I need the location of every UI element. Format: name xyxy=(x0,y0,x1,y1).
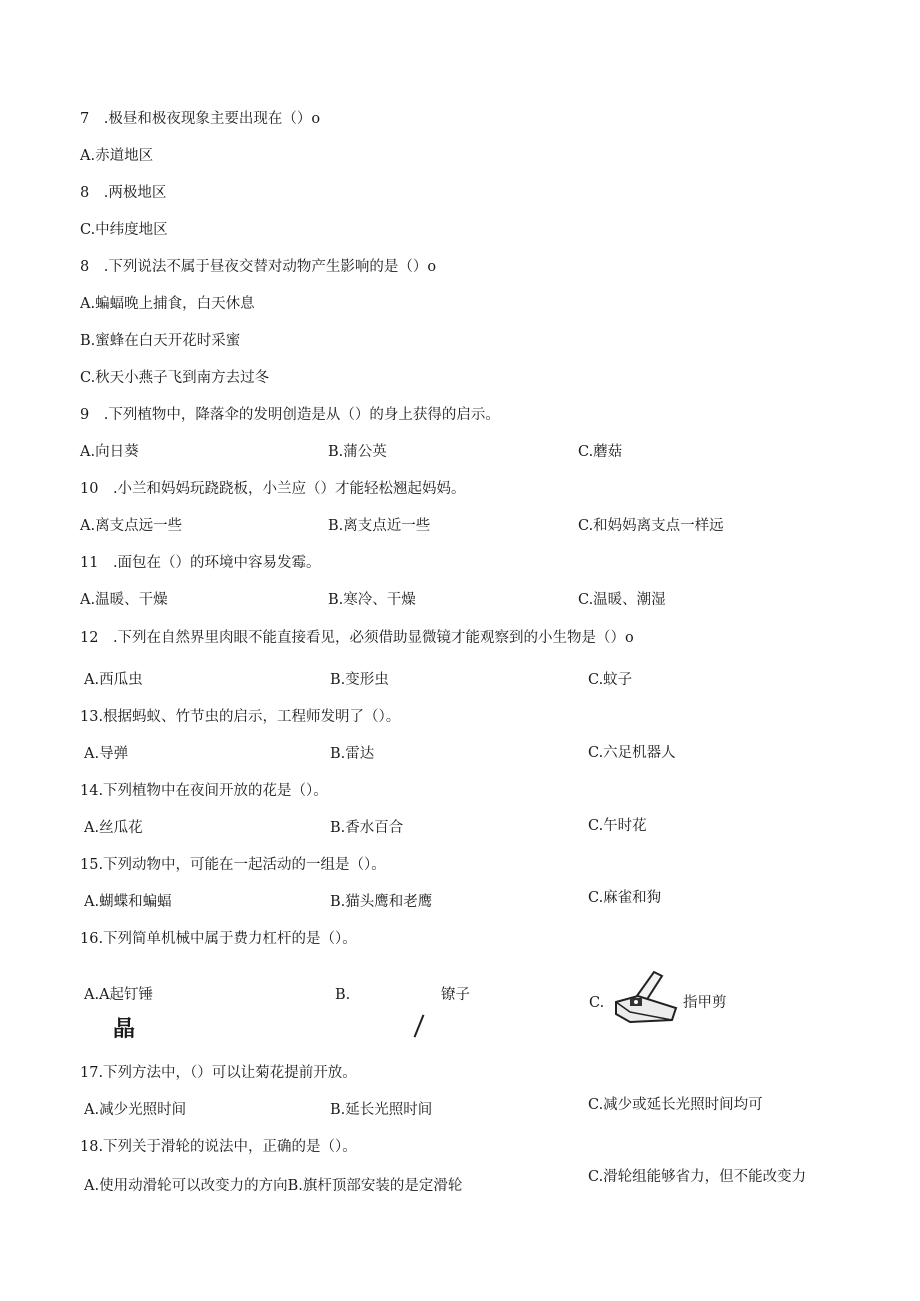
q14-option-a: A.丝瓜花 xyxy=(84,820,143,836)
q7-option-c: C.中纬度地区 xyxy=(80,222,168,238)
q16-stem: 16.下列简单机械中属于费力杠杆的是（）。 xyxy=(80,931,357,947)
q15-option-b: B.猫头鹰和老鹰 xyxy=(330,894,433,910)
q14-option-c: C.午时花 xyxy=(588,818,647,834)
q8-stem: 8 .下列说法不属于昼夜交替对动物产生影响的是（）o xyxy=(80,259,437,275)
q11-option-a: A.温暖、干燥 xyxy=(80,592,168,608)
q15-option-c: C.麻雀和狗 xyxy=(588,890,662,906)
q18-option-c: C.滑轮组能够省力，但不能改变力 xyxy=(588,1169,807,1185)
q12-option-a: A.西瓜虫 xyxy=(84,672,143,688)
q16-option-a: A.A起钉锤 xyxy=(84,987,154,1003)
q10-option-c: C.和妈妈离支点一样远 xyxy=(578,518,724,534)
q10-option-b: B.离支点近一些 xyxy=(328,518,431,534)
q8-option-a: A.蝙蝠晚上捕食，白天休息 xyxy=(80,296,255,312)
q15-stem: 15.下列动物中，可能在一起活动的一组是（）。 xyxy=(80,857,386,873)
q12-option-c: C.蚊子 xyxy=(588,672,633,688)
hammer-glyph: 晶 xyxy=(113,1016,136,1042)
q12-stem: 12 .下列在自然界里肉眼不能直接看见，必须借助显微镜才能观察到的小生物是（）o xyxy=(80,630,634,646)
q17-option-c: C.减少或延长光照时间均可 xyxy=(588,1097,763,1113)
q18-stem: 18.下列关于滑轮的说法中，正确的是（）。 xyxy=(80,1139,357,1155)
q7-option-a: A.赤道地区 xyxy=(80,148,154,164)
q9-stem: 9 .下列植物中，降落伞的发明创造是从（）的身上获得的启示。 xyxy=(80,407,500,423)
q17-stem: 17.下列方法中，（）可以让菊花提前开放。 xyxy=(80,1065,357,1081)
q17-option-b: B.延长光照时间 xyxy=(330,1102,433,1118)
q7-stem: 7 .极昼和极夜现象主要出现在（）o xyxy=(80,111,321,127)
q11-stem: 11 .面包在（）的环境中容易发霉。 xyxy=(80,555,321,571)
q16-option-b: B. xyxy=(335,987,351,1003)
q13-stem: 13.根据蚂蚁、竹节虫的启示，工程师发明了（）。 xyxy=(80,709,401,725)
q13-option-b: B.雷达 xyxy=(330,746,375,762)
q14-option-b: B.香水百合 xyxy=(330,820,404,836)
q15-option-a: A.蝴蝶和蝙蝠 xyxy=(84,894,172,910)
q9-option-a: A.向日葵 xyxy=(80,444,139,460)
q16-option-b-label: 镣子 xyxy=(441,987,470,1003)
q9-option-b: B.蒲公英 xyxy=(328,444,387,460)
q8-option-b: B.蜜蜂在白天开花时采蜜 xyxy=(80,333,241,349)
q18-option-ab: A.使用动滑轮可以改变力的方向B.旗杆顶部安装的是定滑轮 xyxy=(84,1178,463,1194)
q14-stem: 14.下列植物中在夜间开放的花是（）。 xyxy=(80,783,328,799)
q8-option-c: C.秋天小燕子飞到南方去过冬 xyxy=(80,370,270,386)
q11-option-c: C.温暖、潮湿 xyxy=(578,592,666,608)
q13-option-a: A.导弹 xyxy=(84,746,129,762)
q10-stem: 10 .小兰和妈妈玩跷跷板，小兰应（）才能轻松翘起妈妈。 xyxy=(80,481,466,497)
q11-option-b: B.寒冷、干燥 xyxy=(328,592,416,608)
tweezers-icon xyxy=(414,1014,425,1037)
q17-option-a: A.减少光照时间 xyxy=(84,1102,187,1118)
nail-clipper-icon xyxy=(610,966,682,1026)
q7-option-b: 8 .两极地区 xyxy=(80,185,167,201)
q16-option-c-label: 指甲剪 xyxy=(683,995,727,1011)
q16-option-c: C. xyxy=(589,995,605,1011)
q12-option-b: B.变形虫 xyxy=(330,672,389,688)
q13-option-c: C.六足机器人 xyxy=(588,745,676,761)
q10-option-a: A.离支点远一些 xyxy=(80,518,183,534)
q9-option-c: C.蘑菇 xyxy=(578,444,623,460)
